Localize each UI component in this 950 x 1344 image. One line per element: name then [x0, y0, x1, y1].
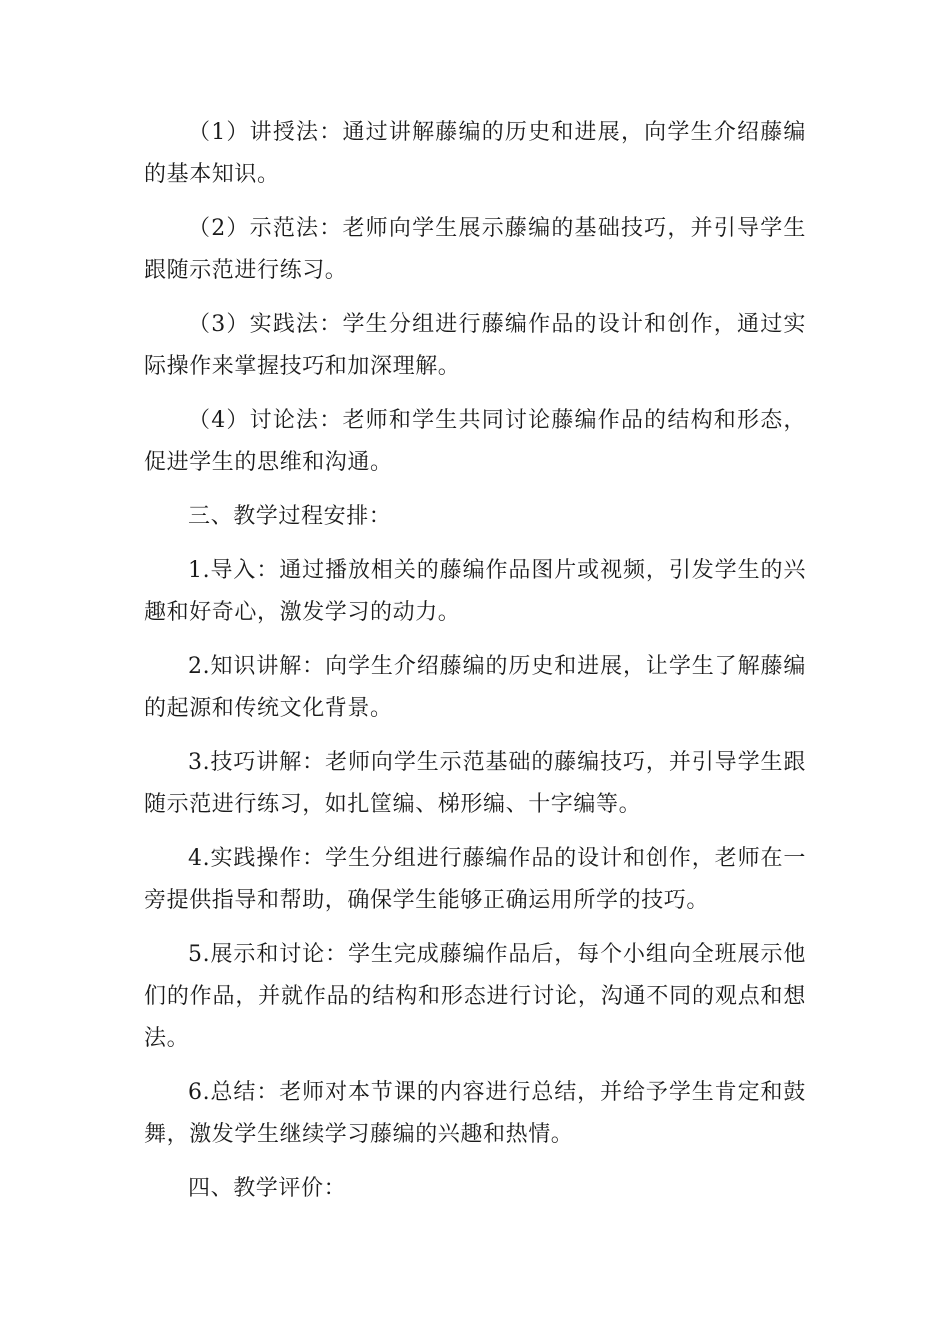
- method-demonstration: （2）示范法：老师向学生展示藤编的基础技巧，并引导学生跟随示范进行练习。: [144, 216, 806, 283]
- method-practice: （3）实践法：学生分组进行藤编作品的设计和创作，通过实际操作来掌握技巧和加深理解。: [144, 312, 806, 379]
- method-lecture: （1）讲授法：通过讲解藤编的历史和进展，向学生介绍藤编的基本知识。: [144, 120, 806, 187]
- section-heading-teaching-process: 三、教学过程安排：: [188, 504, 392, 529]
- step-knowledge-explanation: 2.知识讲解：向学生介绍藤编的历史和进展，让学生了解藤编的起源和传统文化背景。: [144, 654, 806, 721]
- method-discussion: （4）讨论法：老师和学生共同讨论藤编作品的结构和形态，促进学生的思维和沟通。: [144, 408, 806, 475]
- step-presentation-discussion: 5.展示和讨论：学生完成藤编作品后，每个小组向全班展示他们的作品，并就作品的结构和形态进行讨论，沟通不同的观点和想法。: [144, 942, 806, 1051]
- step-introduction: 1.导入：通过播放相关的藤编作品图片或视频，引发学生的兴趣和好奇心，激发学习的动力。: [144, 558, 806, 625]
- step-practice-operation: 4.实践操作：学生分组进行藤编作品的设计和创作，老师在一旁提供指导和帮助，确保学生能够正确运用所学的技巧。: [144, 846, 806, 913]
- document-page: [144, 112, 806, 1222]
- step-skill-explanation: 3.技巧讲解：老师向学生示范基础的藤编技巧，并引导学生跟随示范进行练习，如扎筐编、梯形编、十字编等。: [144, 750, 806, 817]
- section-heading-teaching-evaluation: 四、教学评价：: [188, 1176, 347, 1201]
- step-summary: 6.总结：老师对本节课的内容进行总结，并给予学生肯定和鼓舞，激发学生继续学习藤编的兴趣和热情。: [144, 1080, 806, 1147]
